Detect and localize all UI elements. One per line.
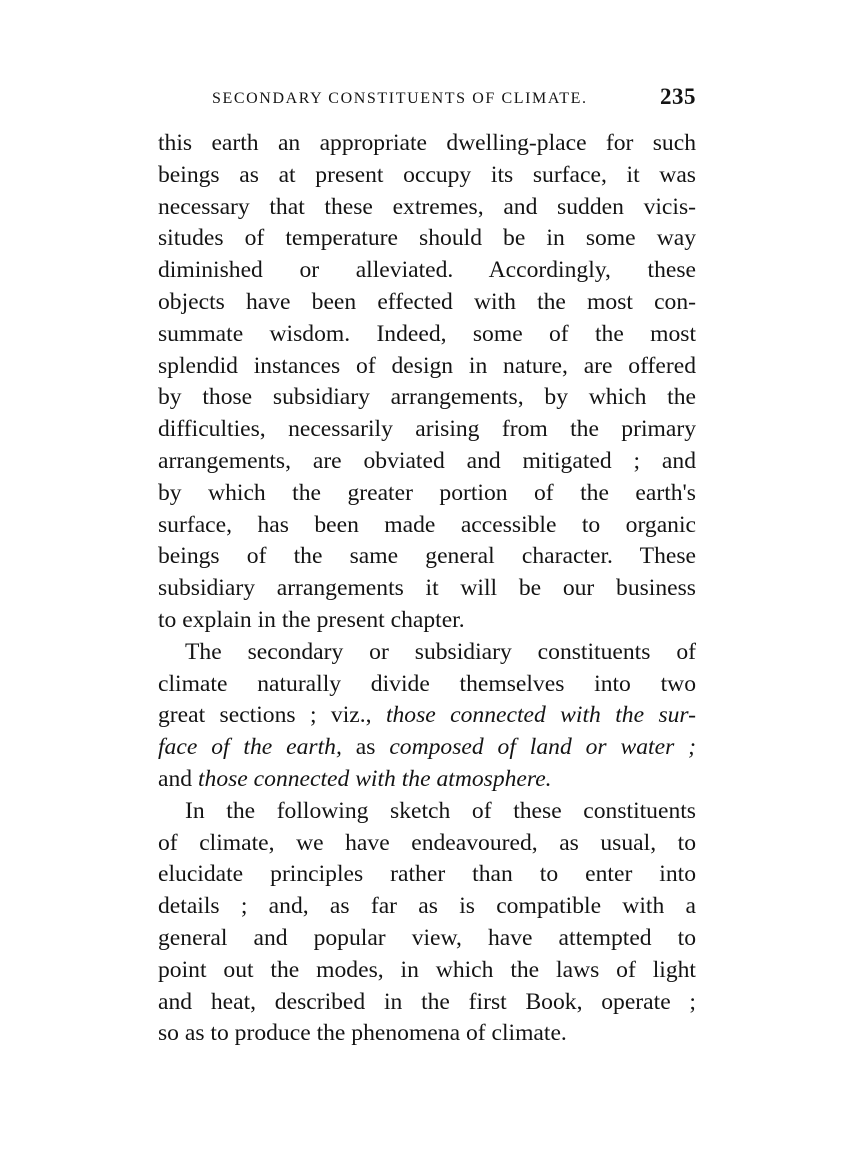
text-line: beings as at present occupy its surface, it was — [158, 161, 696, 188]
page-header — [158, 84, 696, 118]
text-line — [158, 732, 696, 764]
running-head: SECONDARY CONSTITUENTS OF CLIMATE. — [212, 90, 588, 107]
paragraph-2 — [158, 637, 696, 796]
text-line: beings of the same general character. These — [158, 543, 696, 570]
italic-span: those connected with the sur- — [385, 702, 697, 729]
text-span: great sections ; viz., — [158, 702, 386, 729]
text-span: as — [341, 734, 390, 761]
text-line: summate wisdom. Indeed, some of the most — [158, 320, 696, 347]
text-line: this earth an appropriate dwelling-place for such — [158, 130, 696, 156]
text-line: arrangements, are obviated and mitigated ; and — [158, 447, 696, 474]
text-line: necessary that these extremes, and sudden vicis- — [158, 193, 696, 220]
text-line: so as to produce the phenomena of climate. — [158, 1020, 567, 1047]
text-line: general and popular view, have attempted to — [158, 924, 696, 951]
text-line: point out the modes, in which the laws of light — [158, 956, 696, 983]
text-line: objects have been effected with the most con- — [158, 288, 696, 315]
text-line: by those subsidiary arrangements, by which the — [158, 384, 696, 411]
text-line: climate naturally divide themselves into two — [158, 670, 696, 697]
text-line: surface, has been made accessible to organic — [158, 511, 696, 538]
text-line: and heat, described in the first Book, operate ; — [158, 988, 696, 1015]
text-line — [158, 764, 696, 796]
text-line: elucidate principles rather than to enter into — [158, 861, 696, 888]
text-line: difficulties, necessarily arising from the primary — [158, 416, 696, 443]
text-line: In the following sketch of these constituents — [185, 797, 696, 824]
italic-span: those connected with the atmosphere. — [197, 765, 552, 792]
text-span: and — [158, 765, 198, 792]
page-number: 235 — [660, 84, 696, 109]
text-line: The secondary or subsidiary constituents of — [185, 638, 696, 665]
text-line: of climate, we have endeavoured, as usual, to — [158, 829, 696, 856]
text-line: splendid instances of design in nature, are offered — [158, 352, 696, 379]
body-text — [158, 128, 696, 1050]
paragraph-1 — [158, 128, 696, 637]
text-line: situdes of temperature should be in some way — [158, 225, 696, 252]
paragraph-3 — [158, 796, 696, 1050]
text-line: subsidiary arrangements it will be our business — [158, 575, 696, 602]
italic-span: composed of land or water ; — [389, 734, 697, 761]
text-line: diminished or alleviated. Accordingly, these — [158, 257, 696, 284]
text-line: by which the greater portion of the earth's — [158, 479, 696, 506]
italic-span: face of the earth, — [158, 734, 342, 761]
text-line — [158, 700, 696, 732]
text-line: to explain in the present chapter. — [158, 606, 465, 633]
text-line: details ; and, as far as is compatible with a — [158, 893, 696, 920]
